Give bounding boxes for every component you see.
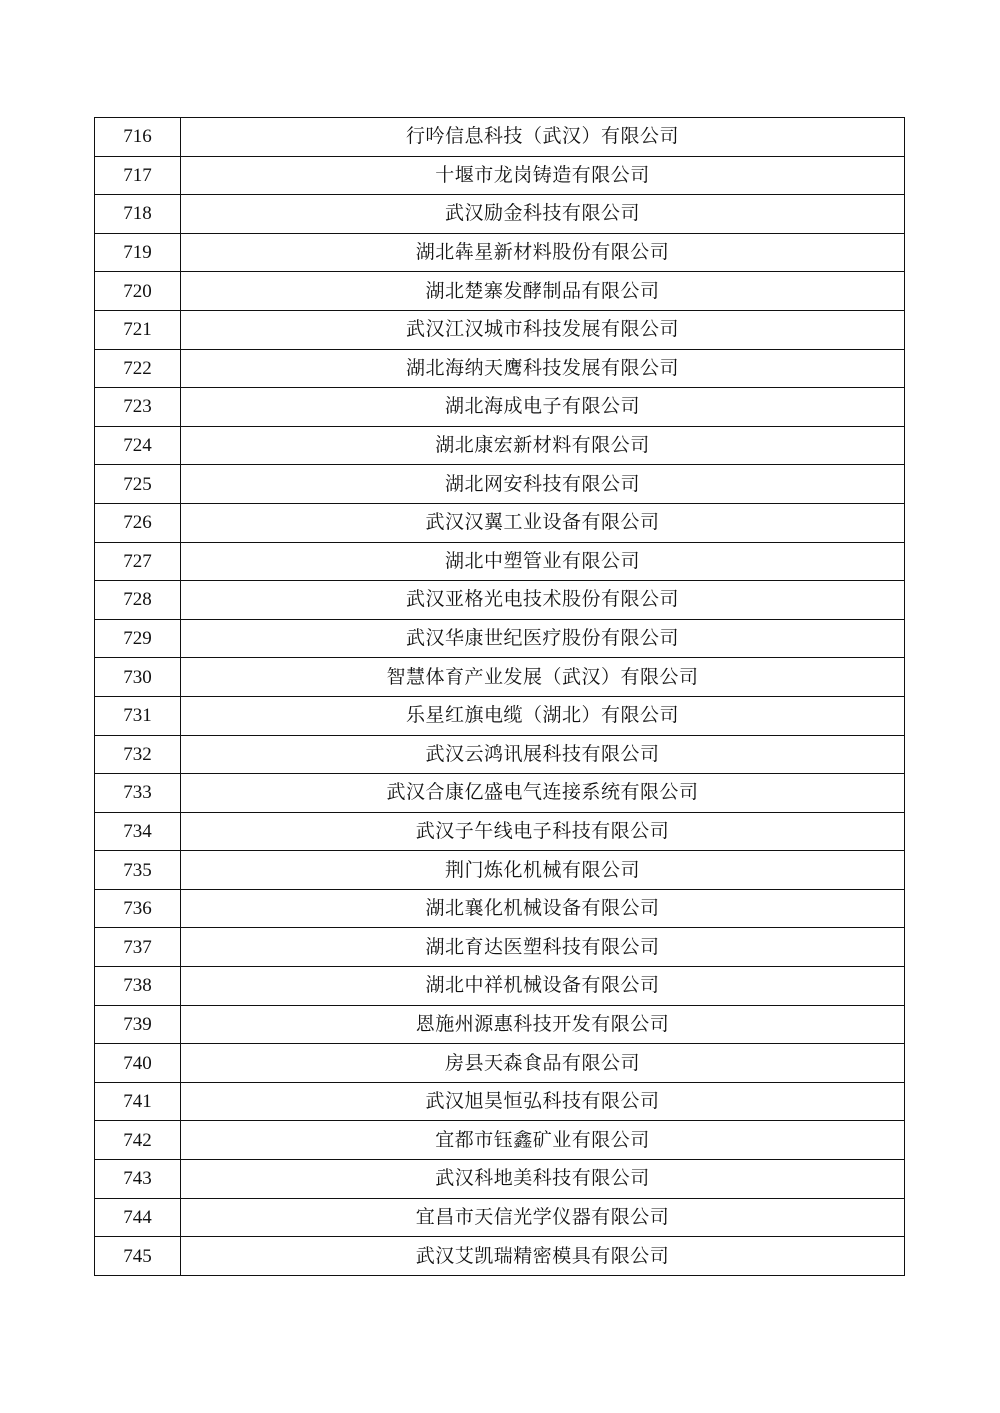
table-row	[95, 928, 905, 967]
table-row	[95, 581, 905, 620]
company-name: 房县天森食品有限公司	[181, 1044, 905, 1083]
table-row	[95, 542, 905, 581]
company-name: 武汉云鸿讯展科技有限公司	[181, 735, 905, 774]
row-number: 740	[95, 1044, 181, 1083]
table-row	[95, 272, 905, 311]
row-number: 735	[95, 851, 181, 890]
row-number: 742	[95, 1121, 181, 1160]
company-name: 武汉汉翼工业设备有限公司	[181, 503, 905, 542]
table-body	[95, 118, 905, 1276]
row-number: 736	[95, 889, 181, 928]
table-row	[95, 735, 905, 774]
row-number: 728	[95, 581, 181, 620]
table-row	[95, 1160, 905, 1199]
row-number: 738	[95, 967, 181, 1006]
company-name: 武汉子午线电子科技有限公司	[181, 812, 905, 851]
company-name: 武汉励金科技有限公司	[181, 195, 905, 234]
row-number: 726	[95, 503, 181, 542]
table-row	[95, 1198, 905, 1237]
table-row	[95, 1121, 905, 1160]
company-name: 武汉合康亿盛电气连接系统有限公司	[181, 774, 905, 813]
company-name: 十堰市龙岗铸造有限公司	[181, 156, 905, 195]
company-name: 武汉亚格光电技术股份有限公司	[181, 581, 905, 620]
table-row	[95, 1044, 905, 1083]
table-row	[95, 465, 905, 504]
company-name: 武汉旭昊恒弘科技有限公司	[181, 1082, 905, 1121]
row-number: 720	[95, 272, 181, 311]
row-number: 721	[95, 310, 181, 349]
company-name: 宜昌市天信光学仪器有限公司	[181, 1198, 905, 1237]
table-row	[95, 503, 905, 542]
row-number: 716	[95, 118, 181, 157]
row-number: 731	[95, 696, 181, 735]
company-name: 智慧体育产业发展（武汉）有限公司	[181, 658, 905, 697]
table-row	[95, 310, 905, 349]
table-row	[95, 696, 905, 735]
table-row	[95, 233, 905, 272]
company-name: 湖北康宏新材料有限公司	[181, 426, 905, 465]
row-number: 744	[95, 1198, 181, 1237]
table-row	[95, 426, 905, 465]
company-name: 湖北中祥机械设备有限公司	[181, 967, 905, 1006]
table-row	[95, 658, 905, 697]
table-row	[95, 118, 905, 157]
company-name: 宜都市钰鑫矿业有限公司	[181, 1121, 905, 1160]
company-list-table	[94, 117, 905, 1276]
row-number: 730	[95, 658, 181, 697]
row-number: 737	[95, 928, 181, 967]
company-name: 湖北犇星新材料股份有限公司	[181, 233, 905, 272]
company-name: 湖北楚寨发酵制品有限公司	[181, 272, 905, 311]
table-row	[95, 156, 905, 195]
company-name: 武汉江汉城市科技发展有限公司	[181, 310, 905, 349]
table-row	[95, 812, 905, 851]
row-number: 741	[95, 1082, 181, 1121]
row-number: 719	[95, 233, 181, 272]
company-name: 恩施州源惠科技开发有限公司	[181, 1005, 905, 1044]
row-number: 729	[95, 619, 181, 658]
company-name: 乐星红旗电缆（湖北）有限公司	[181, 696, 905, 735]
company-name: 湖北海成电子有限公司	[181, 388, 905, 427]
row-number: 724	[95, 426, 181, 465]
row-number: 727	[95, 542, 181, 581]
row-number: 732	[95, 735, 181, 774]
company-name: 湖北网安科技有限公司	[181, 465, 905, 504]
table-row	[95, 774, 905, 813]
row-number: 745	[95, 1237, 181, 1276]
row-number: 743	[95, 1160, 181, 1199]
company-name: 武汉科地美科技有限公司	[181, 1160, 905, 1199]
table-row	[95, 349, 905, 388]
table-row	[95, 851, 905, 890]
company-name: 武汉艾凯瑞精密模具有限公司	[181, 1237, 905, 1276]
company-name: 湖北育达医塑科技有限公司	[181, 928, 905, 967]
table-row	[95, 1237, 905, 1276]
company-name: 行吟信息科技（武汉）有限公司	[181, 118, 905, 157]
company-name: 武汉华康世纪医疗股份有限公司	[181, 619, 905, 658]
row-number: 723	[95, 388, 181, 427]
table-row	[95, 1005, 905, 1044]
table-row	[95, 1082, 905, 1121]
row-number: 739	[95, 1005, 181, 1044]
company-name: 湖北襄化机械设备有限公司	[181, 889, 905, 928]
company-name: 湖北海纳天鹰科技发展有限公司	[181, 349, 905, 388]
row-number: 733	[95, 774, 181, 813]
table-row	[95, 195, 905, 234]
row-number: 718	[95, 195, 181, 234]
row-number: 734	[95, 812, 181, 851]
table-row	[95, 388, 905, 427]
company-name: 荆门炼化机械有限公司	[181, 851, 905, 890]
row-number: 725	[95, 465, 181, 504]
table-row	[95, 889, 905, 928]
table-row	[95, 967, 905, 1006]
company-name: 湖北中塑管业有限公司	[181, 542, 905, 581]
row-number: 717	[95, 156, 181, 195]
row-number: 722	[95, 349, 181, 388]
table-row	[95, 619, 905, 658]
